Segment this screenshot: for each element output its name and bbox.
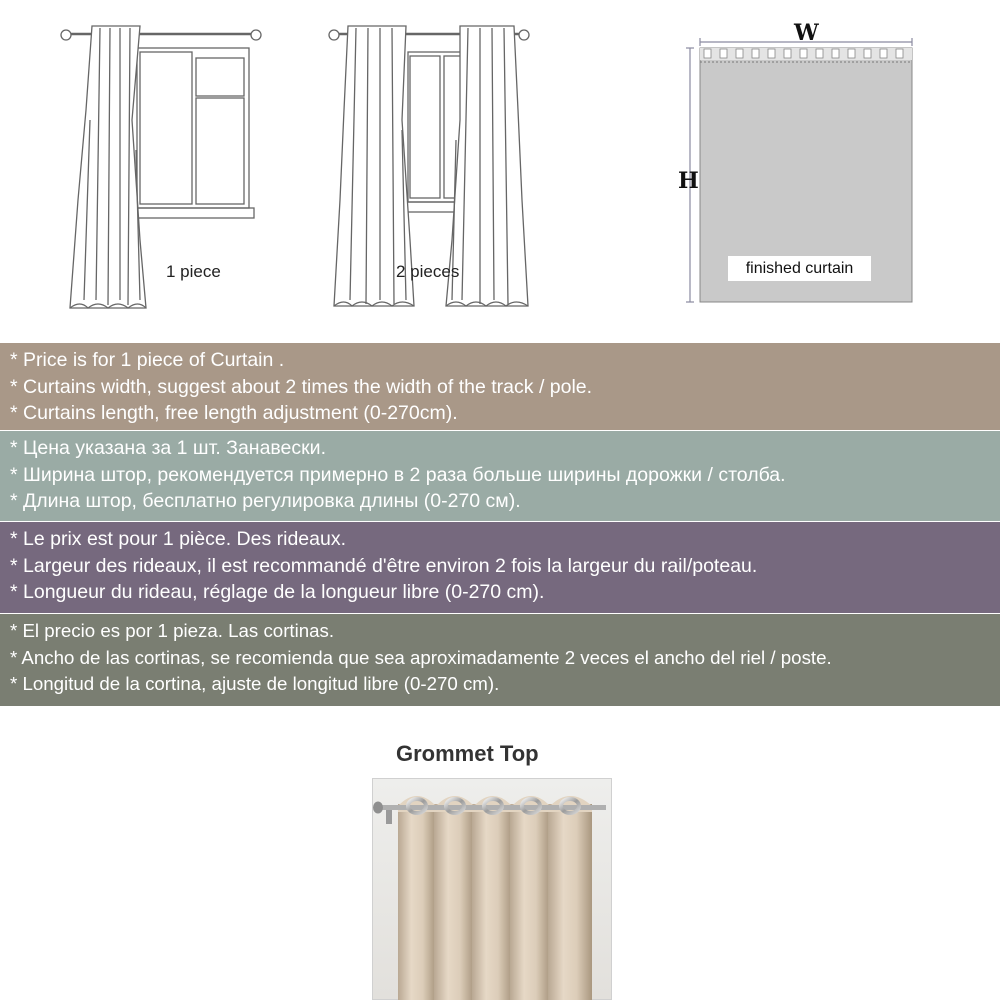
grommet-curtain-photo <box>372 778 612 1000</box>
band-line: * Price is for 1 piece of Curtain . <box>10 349 285 371</box>
band-line: * Longitud de la cortina, ajuste de longitud libre (0-270 cm). <box>10 673 500 694</box>
band-line: * Curtains width, suggest about 2 times the width of the track / pole. <box>10 375 593 398</box>
band-line: * Longueur du rideau, réglage de la longueur libre (0-270 cm). <box>10 581 545 603</box>
band-line: * Цена указана за 1 шт. Занавески. <box>10 437 326 459</box>
grommet-top-title: Grommet Top <box>396 741 539 766</box>
english-info-band <box>0 343 1000 430</box>
width-letter: W <box>794 20 819 46</box>
band-line: * Ширина штор, рекомендуется примерно в 2 раза больше ширины дорожки / столба. <box>10 463 786 486</box>
russian-info-band <box>0 431 1000 521</box>
french-info-band <box>0 522 1000 613</box>
band-line: * Ancho de las cortinas, se recomienda que sea aproximadamente 2 veces el ancho del riel / poste. <box>10 646 832 668</box>
one-piece-label: 1 piece <box>166 262 221 281</box>
finished-curtain-label: finished curtain <box>728 256 871 281</box>
two-pieces-label: 2 pieces <box>396 262 460 281</box>
band-line: * Curtains length, free length adjustment (0-270cm). <box>10 402 458 424</box>
curtain-diagrams <box>0 0 1000 340</box>
spanish-info-band <box>0 614 1000 706</box>
band-line: * Le prix est pour 1 pièce. Des rideaux. <box>10 528 347 550</box>
one-piece-diagram <box>61 26 261 308</box>
band-line: * El precio es por 1 pieza. Las cortinas. <box>10 620 335 641</box>
band-line: * Длина штор, бесплатно регулировка длины (0-270 см). <box>10 490 521 512</box>
height-letter: H <box>678 168 699 194</box>
band-line: * Largeur des rideaux, il est recommandé d'être environ 2 fois la largeur du rail/poteau. <box>10 554 758 577</box>
